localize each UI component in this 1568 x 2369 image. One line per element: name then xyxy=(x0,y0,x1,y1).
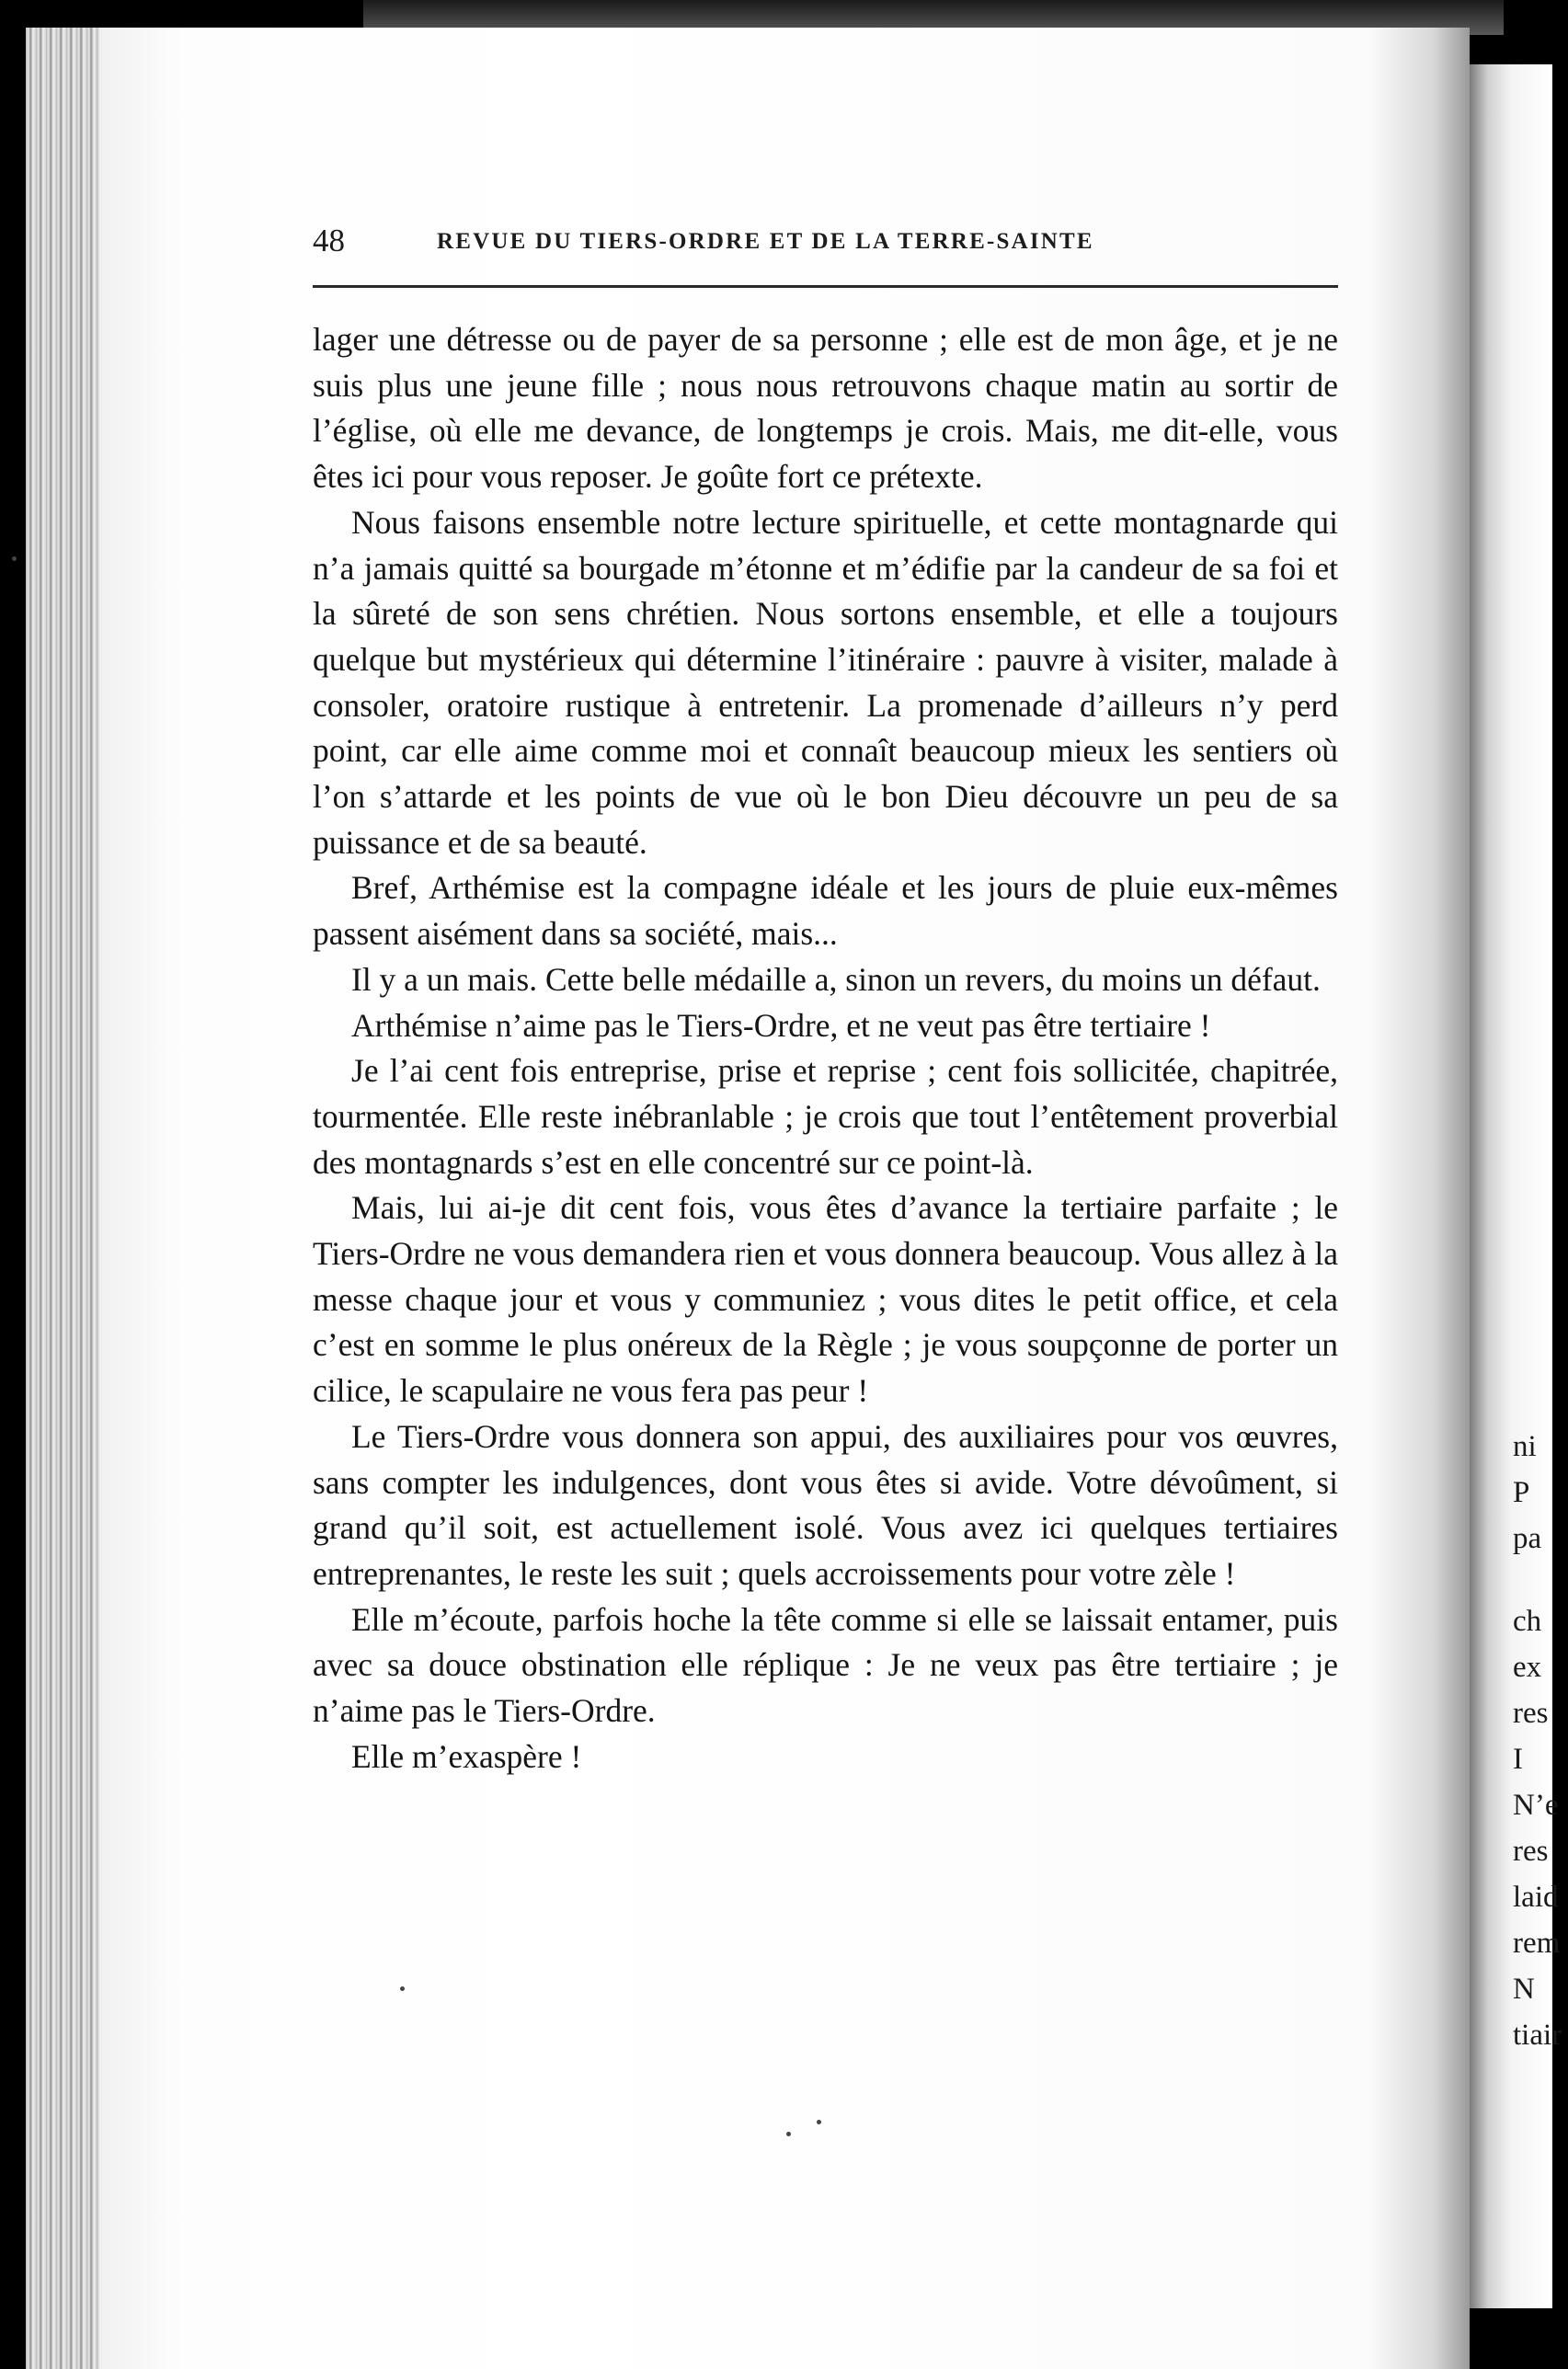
next-page-fragment: ex xyxy=(1513,1651,1542,1684)
paragraph: Je l’ai cent fois entreprise, prise et reprise ; cent fois sollicitée, chapitrée, tourmentée. Elle reste inébranlable ; je crois que tout l’entêtement proverbial des montagnards s’est en elle concentré sur ce point-là. xyxy=(313,1052,1338,1181)
running-title: REVUE DU TIERS-ORDRE ET DE LA TERRE-SAINTE xyxy=(437,229,1094,254)
next-page-fragment: laid xyxy=(1513,1881,1559,1914)
paragraph: Elle m’écoute, parfois hoche la tête comme si elle se laissait entamer, puis avec sa douce obstination elle réplique : Je ne veux pas être tertiaire ; je n’aime pas le Tiers-Ordre. xyxy=(313,1600,1338,1730)
specks xyxy=(400,1986,405,1991)
next-page-fragment: ch xyxy=(1513,1605,1542,1638)
paragraph: Il y a un mais. Cette belle médaille a, sinon un revers, du moins un défaut. xyxy=(351,960,1321,998)
next-page-fragment: N xyxy=(1513,1973,1535,2006)
next-page-fragment: ni xyxy=(1513,1430,1537,1463)
paragraph: Elle m’exaspère ! xyxy=(351,1737,582,1775)
next-page-fragment: I xyxy=(1513,1743,1523,1776)
paragraph: lager une détresse ou de payer de sa personne ; elle est de mon âge, et je ne suis plus une jeune fille ; nous nous retrouvons chaque matin au sortir de l’église, où elle me devance, de longtemps je crois. Mais, me dit-elle, vous êtes ici pour vous reposer. Je goûte fort ce prétexte. xyxy=(313,321,1338,496)
paragraph: Le Tiers-Ordre vous donnera son appui, des auxiliaires pour vos œuvres, sans compter les indulgences, dont vous êtes si avide. Votre dévoûment, si grand qu’il soit, est actuellement isolé. Vous avez ici quelques tertiaires entreprenantes, le reste les suit ; quels accroissements pour votre zèle ! xyxy=(313,1417,1338,1592)
paragraph: Bref, Arthémise est la compagne idéale et les jours de pluie eux-mêmes passent aisément dans sa société, mais... xyxy=(313,869,1338,953)
body-text xyxy=(313,317,1338,1780)
paragraph: Mais, lui ai-je dit cent fois, vous êtes d’avance la tertiaire parfaite ; le Tiers-Ordre ne vous demandera rien et vous donnera beaucoup. Vous allez à la messe chaque jour et vous y communiez ; vous dites le petit office, et cela c’est en somme le plus onéreux de la Règle ; je vous soupçonne de porter un cilice, le scapulaire ne vous fera pas peur ! xyxy=(313,1189,1338,1410)
page-header xyxy=(313,223,1338,269)
specks xyxy=(12,556,17,561)
page-number: 48 xyxy=(313,223,345,258)
next-page-edge xyxy=(1470,64,1552,2308)
next-page-fragment: res xyxy=(1513,1697,1549,1730)
next-page-fragment: P xyxy=(1513,1476,1530,1509)
next-page-fragment: N’e xyxy=(1513,1789,1559,1822)
next-page-fragment: rem xyxy=(1513,1927,1561,1960)
paragraph: Arthémise n’aime pas le Tiers-Ordre, et ne veut pas être tertiaire ! xyxy=(351,1006,1211,1044)
next-page-fragment: pa xyxy=(1513,1522,1542,1555)
specks xyxy=(817,2120,821,2124)
next-page-fragment: res xyxy=(1513,1835,1549,1868)
header-rule xyxy=(313,285,1338,288)
next-page-fragment: tiair xyxy=(1513,2019,1562,2052)
specks xyxy=(786,2132,791,2136)
paragraph: Nous faisons ensemble notre lecture spirituelle, et cette montagnarde qui n’a jamais quitté sa bourgade m’étonne et m’édifie par la candeur de sa foi et la sûreté de son sens chrétien. Nous sortons ensemble, et elle a toujours quelque but mystérieux qui détermine l’itinéraire : pauvre à visiter, malade à consoler, oratoire rustique à entretenir. La promenade d’ailleurs n’y perd point, car elle aime comme moi et connaît beaucoup mieux les sentiers où l’on s’attarde et les points de vue où le bon Dieu découvre un peu de sa puissance et de sa beauté. xyxy=(313,503,1338,861)
